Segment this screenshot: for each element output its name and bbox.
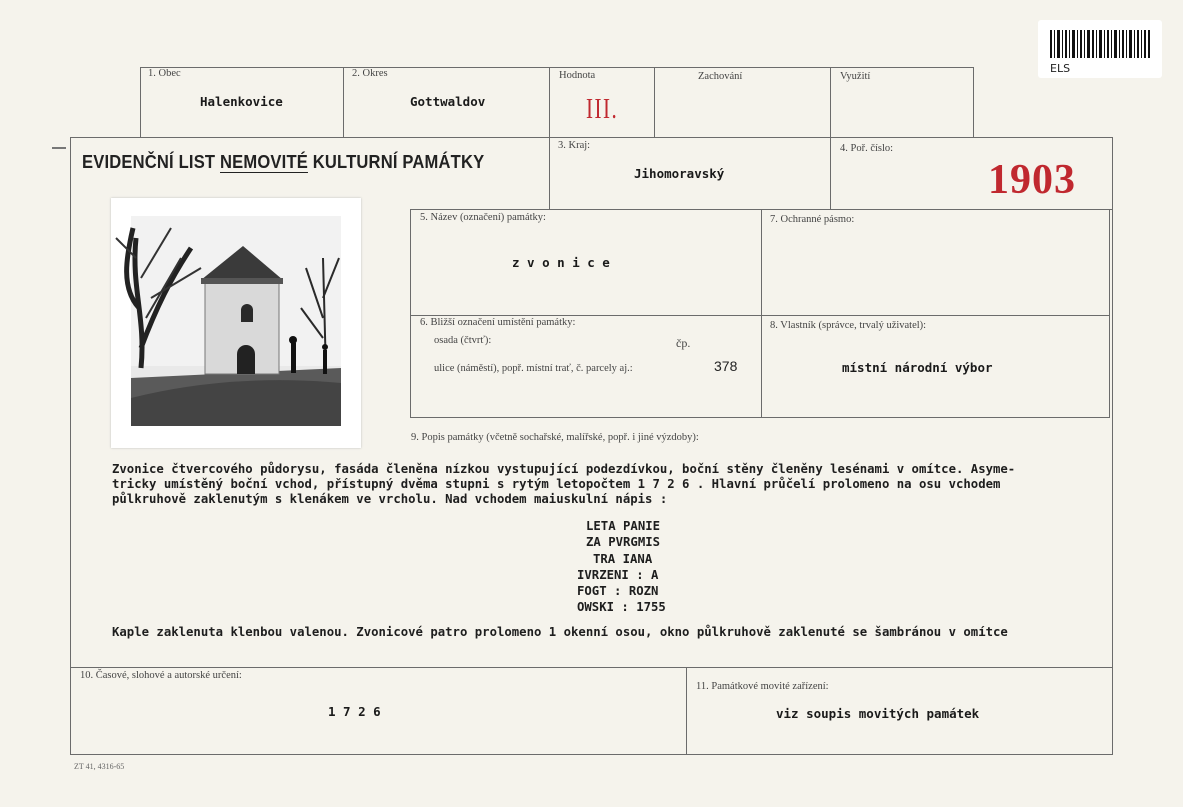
okres-value: Gottwaldov (410, 94, 486, 109)
casove-value: 1 7 2 6 (328, 704, 381, 719)
barcode-text: ELS (1050, 62, 1071, 75)
ulice-label: ulice (náměstí), popř. místní trať, č. parcely aj.: (434, 363, 633, 374)
description-line: půlkruhově zaklenutým s klenákem ve vrcholu. Nad vchodem maiuskulní nápis : (112, 492, 668, 506)
inscription-line: FOGT : ROZN (577, 584, 659, 599)
umisteni-label: 6. Bližší označení umístění památky: (420, 317, 576, 328)
osada-label: osada (čtvrť): (434, 335, 492, 346)
kraj-label: 3. Kraj: (558, 140, 591, 151)
nazev-value: z v o n i c e (512, 255, 610, 270)
vlastnik-label: 8. Vlastník (správce, trvalý uživatel): (770, 320, 927, 331)
inscription-line: IVRZENI : A (577, 567, 659, 582)
nazev-label: 5. Název (označení) památky: (420, 212, 546, 223)
barcode-label (1038, 20, 1162, 78)
kraj-value: Jihomoravský (634, 166, 725, 181)
vlastnik-value: místní národní výbor (842, 360, 993, 375)
casove-label: 10. Časové, slohové a autorské určení: (80, 670, 242, 681)
description-line: tricky umístěný boční vchod, přístupný dvěma stupni s rytým letopočtem 1 7 2 6 . Hlavní průčelí prolomeno na osu vchodem (112, 477, 1001, 491)
inscription-text (560, 518, 710, 616)
movite-label: 11. Památkové movité zařízení: (696, 681, 829, 692)
movite-value: viz soupis movitých památek (776, 706, 980, 721)
barcode-icon (1050, 30, 1150, 58)
inscription-line: LETA PANIE (586, 519, 661, 533)
parcela-value: 378 (714, 358, 738, 374)
registration-number: 1903 (988, 157, 1076, 203)
monument-photo (111, 198, 361, 448)
hodnota-label: Hodnota (559, 70, 596, 81)
inscription-line: OWSKI : 1755 (577, 600, 666, 615)
popis-label: 9. Popis památky (včetně sochařské, malířské, popř. i jiné výzdoby): (411, 432, 699, 443)
form-heading: EVIDENČNÍ LIST NEMOVITÉ KULTURNÍ PAMÁTKY (82, 152, 485, 172)
obec-label: 1. Obec (148, 68, 181, 79)
vyuziti-label: Využití (840, 71, 871, 82)
inscription-line: TRA IANA (593, 551, 653, 566)
por-cislo-label: 4. Poř. číslo: (840, 143, 894, 154)
okres-label: 2. Okres (352, 68, 388, 79)
description-closing: Kaple zaklenuta klenbou valenou. Zvonicové patro prolomeno 1 okenní osou, okno půlkruhově zaklenuté se šambránou v omítce (112, 625, 1008, 639)
inscription-line: ZA PVRGMIS (586, 535, 661, 550)
details-grid (410, 209, 1110, 418)
hodnota-value: III. (586, 94, 619, 125)
cp-label: čp. (676, 336, 691, 350)
bell-tower-photo (111, 198, 361, 448)
zachovani-label: Zachování (698, 71, 743, 82)
description-line: Zvonice čtvercového půdorysu, fasáda členěna nízkou vystupující podezdívkou, boční stěny členěny lesénami v omítce. Asyme- (112, 462, 1016, 476)
description-text (112, 462, 1102, 507)
obec-value: Halenkovice (200, 94, 283, 109)
print-code: ZT 41, 4316-65 (74, 762, 125, 771)
ochranne-label: 7. Ochranné pásmo: (770, 214, 855, 225)
